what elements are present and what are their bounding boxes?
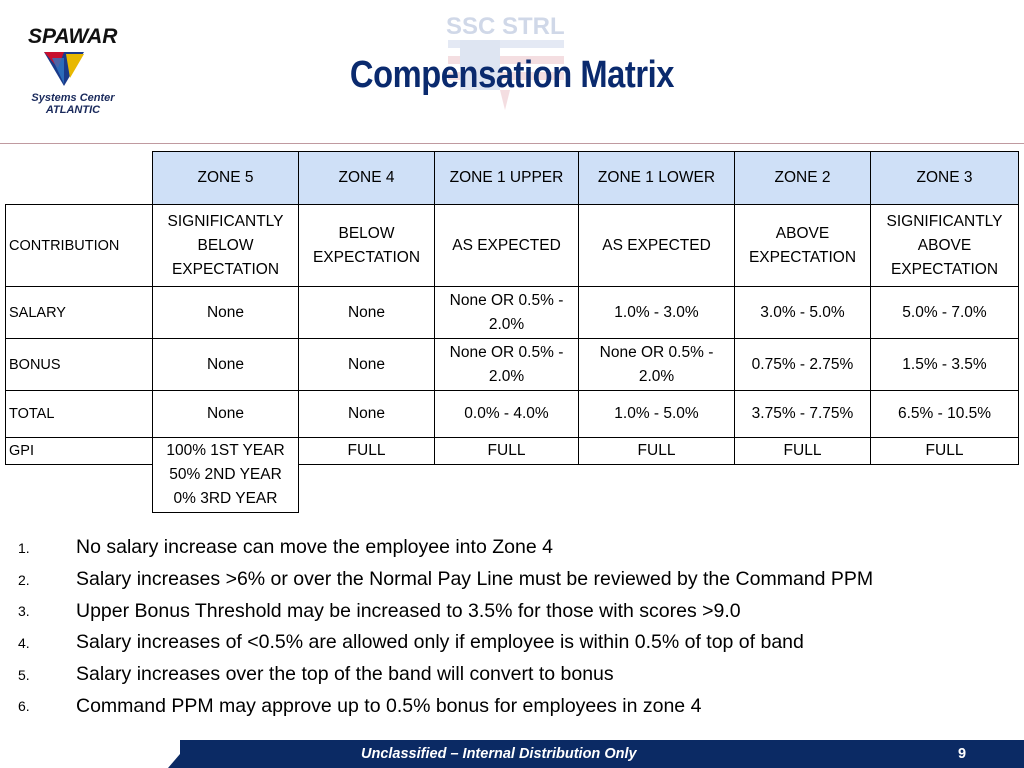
title-divider: [0, 143, 1024, 144]
salary-zone-5: None: [153, 287, 299, 339]
contribution-zone-5: SIGNIFICANTLY BELOW EXPECTATION: [153, 205, 299, 287]
note-item: [18, 659, 873, 691]
gpi-zone-5-line2: 50% 2ND YEAR: [169, 466, 282, 483]
contribution-zone-4: BELOW EXPECTATION: [299, 205, 435, 287]
contribution-row: [6, 205, 1019, 287]
bonus-zone-4: None: [299, 339, 435, 391]
bonus-row: [6, 339, 1019, 391]
note-number: 5.: [18, 666, 30, 683]
header-row: [6, 152, 1019, 205]
gpi-zone-1-lower: FULL: [579, 438, 735, 465]
note-text: Salary increases >6% or over the Normal Pay Line must be reviewed by the Command PPM: [76, 568, 874, 591]
row-label-contribution: CONTRIBUTION: [6, 205, 153, 287]
logo-line2: ATLANTIC: [45, 104, 101, 116]
total-zone-5: None: [153, 391, 299, 438]
note-text: Command PPM may approve up to 0.5% bonus for employees in zone 4: [76, 694, 702, 717]
note-item: [18, 595, 873, 627]
note-text: Upper Bonus Threshold may be increased to 3.5% for those with scores >9.0: [76, 599, 741, 622]
header-zone-3: ZONE 3: [871, 152, 1019, 205]
header-zone-5: ZONE 5: [153, 152, 299, 205]
note-text: Salary increases over the top of the band will convert to bonus: [76, 663, 614, 686]
note-item: [18, 532, 873, 564]
row-label-total: TOTAL: [6, 391, 153, 438]
contribution-zone-1-lower: AS EXPECTED: [579, 205, 735, 287]
gpi-filler: [299, 465, 1019, 513]
total-zone-1-upper: 0.0% - 4.0%: [435, 391, 579, 438]
contribution-zone-2: ABOVE EXPECTATION: [735, 205, 871, 287]
bonus-zone-1-upper: None OR 0.5% - 2.0%: [435, 339, 579, 391]
total-zone-2: 3.75% - 7.75%: [735, 391, 871, 438]
note-text: Salary increases of <0.5% are allowed only if employee is within 0.5% of top of band: [76, 631, 804, 654]
gpi-zone-1-upper: FULL: [435, 438, 579, 465]
note-number: 3.: [18, 603, 30, 620]
gpi-zone-3: FULL: [871, 438, 1019, 465]
gpi-row: [6, 438, 1019, 465]
note-number: 2.: [18, 571, 30, 588]
gpi-zone-2: FULL: [735, 438, 871, 465]
note-item: [18, 627, 873, 659]
total-zone-3: 6.5% - 10.5%: [871, 391, 1019, 438]
page-number: 9: [958, 746, 967, 762]
bonus-zone-2: 0.75% - 2.75%: [735, 339, 871, 391]
note-number: 6.: [18, 698, 30, 715]
header-corner: [6, 152, 153, 205]
salary-zone-3: 5.0% - 7.0%: [871, 287, 1019, 339]
bonus-zone-5: None: [153, 339, 299, 391]
salary-zone-4: None: [299, 287, 435, 339]
logo-line1: Systems Center: [31, 92, 115, 104]
row-label-gpi: GPI: [6, 438, 153, 465]
note-item: [18, 690, 873, 722]
gpi-zone-5-line1: 100% 1ST YEAR: [166, 442, 285, 459]
header-zone-2: ZONE 2: [735, 152, 871, 205]
total-row: [6, 391, 1019, 438]
salary-zone-1-upper: None OR 0.5% - 2.0%: [435, 287, 579, 339]
note-item: [18, 564, 873, 596]
row-label-salary: SALARY: [6, 287, 153, 339]
gpi-zone-5-line3: 0% 3RD YEAR: [173, 490, 278, 507]
salary-zone-2: 3.0% - 5.0%: [735, 287, 871, 339]
notes-list: [18, 532, 873, 722]
logo-brand-text: SPAWAR: [28, 25, 118, 48]
contribution-zone-1-upper: AS EXPECTED: [435, 205, 579, 287]
note-number: 1.: [18, 539, 30, 556]
header-zone-1-upper: ZONE 1 UPPER: [435, 152, 579, 205]
gpi-zone-4: FULL: [299, 438, 435, 465]
header-zone-4: ZONE 4: [299, 152, 435, 205]
bonus-zone-3: 1.5% - 3.5%: [871, 339, 1019, 391]
gpi-filler-label: [6, 465, 153, 513]
header-zone-1-lower: ZONE 1 LOWER: [579, 152, 735, 205]
total-zone-1-lower: 1.0% - 5.0%: [579, 391, 735, 438]
footer-classification: Unclassified – Internal Distribution Only: [361, 746, 637, 762]
note-number: 4.: [18, 634, 30, 651]
page-title: Compensation Matrix: [349, 54, 675, 96]
contribution-zone-3: SIGNIFICANTLY ABOVE EXPECTATION: [871, 205, 1019, 287]
total-zone-4: None: [299, 391, 435, 438]
bonus-zone-1-lower: None OR 0.5% - 2.0%: [579, 339, 735, 391]
compensation-matrix-table: [5, 151, 1019, 513]
note-text: No salary increase can move the employee into Zone 4: [76, 536, 553, 559]
row-label-bonus: BONUS: [6, 339, 153, 391]
gpi-zone-5: [153, 438, 299, 513]
salary-zone-1-lower: 1.0% - 3.0%: [579, 287, 735, 339]
watermark-text: SSC STRL: [446, 13, 565, 40]
salary-row: [6, 287, 1019, 339]
